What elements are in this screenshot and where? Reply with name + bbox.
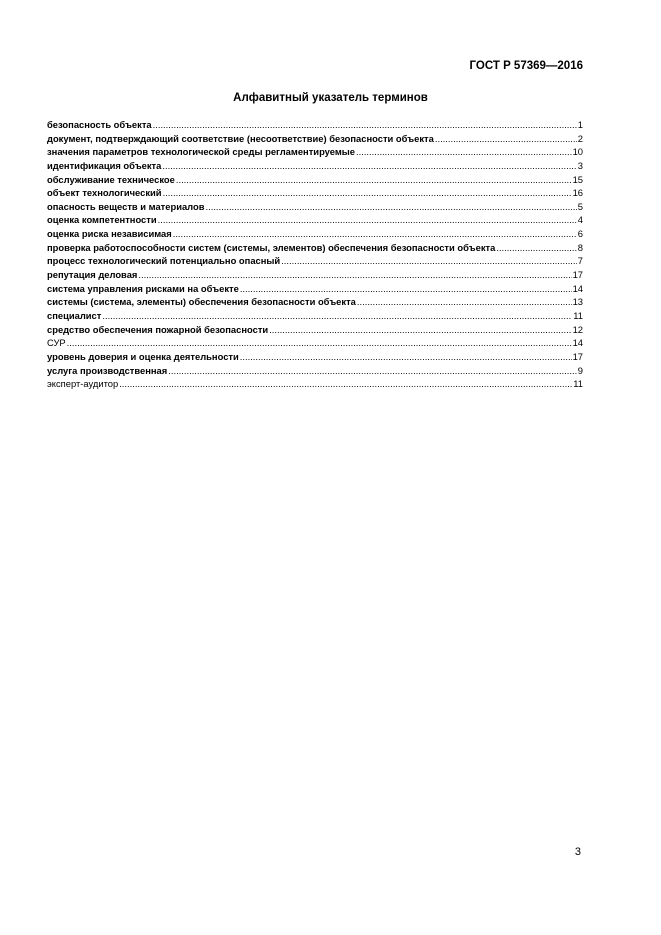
index-entry: [47, 200, 583, 214]
index-term: опасность веществ и материалов: [47, 200, 205, 212]
dot-leader: [168, 364, 577, 378]
index-entry: [47, 323, 583, 337]
index-entry: [47, 309, 583, 323]
dot-leader: [240, 282, 572, 296]
index-term: эксперт-аудитор: [47, 378, 119, 390]
index-term: идентификация объекта: [47, 159, 162, 171]
index-page-number: 2: [577, 132, 583, 144]
index-term: документ, подтверждающий соответствие (несоответствие) безопасности объекта: [47, 132, 434, 144]
index-page-number: 14: [572, 337, 583, 349]
dot-leader: [67, 336, 572, 350]
index-page-number: 13: [572, 296, 583, 308]
index-term: проверка работоспособности систем (системы, элементов) обеспечения безопасности объекта: [47, 241, 496, 253]
index-page-number: 9: [577, 364, 583, 376]
index-entry: [47, 295, 583, 309]
index-page-number: 17: [572, 350, 583, 362]
index-term: безопасность объекта: [47, 119, 152, 130]
dot-leader: [496, 241, 576, 255]
dot-leader: [163, 186, 572, 200]
dot-leader: [206, 200, 577, 214]
index-page-number: 5: [577, 200, 583, 212]
dot-leader: [357, 295, 572, 309]
index-page-number: 7: [577, 255, 583, 267]
document-code: ГОСТ Р 57369—2016: [469, 60, 583, 72]
index-term: репутация деловая: [47, 269, 138, 281]
dot-leader: [162, 159, 576, 173]
index-term: оценка компетентности: [47, 214, 157, 226]
index-entry: [47, 350, 583, 364]
index-entry: [47, 364, 583, 378]
index-term: оценка риска независимая: [47, 228, 172, 240]
index-term: СУР: [47, 337, 66, 349]
index-term: обслуживание техническое: [47, 173, 175, 185]
index-page-number: 16: [572, 187, 583, 199]
index-entry: [47, 186, 583, 200]
index-term: объект технологический: [47, 187, 162, 199]
index-entry: [47, 282, 583, 296]
index-term: значения параметров технологической среды регламентируемые: [47, 146, 356, 158]
index-term: уровень доверия и оценка деятельности: [47, 350, 239, 362]
term-index-list: [47, 118, 583, 391]
index-entry: [47, 227, 583, 241]
dot-leader: [102, 309, 572, 323]
index-page-number: 10: [572, 146, 583, 158]
index-page-number: 17: [572, 269, 583, 281]
dot-leader: [119, 377, 572, 391]
dot-leader: [153, 118, 577, 132]
index-term: процесс технологический потенциально опасный: [47, 255, 281, 267]
index-page-number: 14: [572, 282, 583, 294]
index-term: специалист: [47, 309, 102, 321]
index-entry: [47, 213, 583, 227]
index-page-number: 3: [577, 159, 583, 171]
index-entry: [47, 254, 583, 268]
index-entry: [47, 377, 583, 391]
dot-leader: [138, 268, 571, 282]
index-term: средство обеспечения пожарной безопасности: [47, 323, 269, 335]
index-page-number: 11: [573, 309, 583, 321]
index-page-number: 1: [577, 119, 583, 130]
dot-leader: [281, 254, 577, 268]
index-entry: [47, 268, 583, 282]
index-term: услуга производственная: [47, 364, 168, 376]
dot-leader: [240, 350, 572, 364]
dot-leader: [176, 173, 572, 187]
index-term: системы (система, элементы) обеспечения безопасности объекта: [47, 296, 356, 308]
dot-leader: [173, 227, 577, 241]
index-entry: [47, 118, 583, 132]
index-term: система управления рисками на объекте: [47, 282, 239, 294]
index-entry: [47, 241, 583, 255]
index-page-number: 15: [572, 173, 583, 185]
dot-leader: [158, 213, 577, 227]
index-entry: [47, 173, 583, 187]
index-entry: [47, 145, 583, 159]
index-page-number: 6: [577, 228, 583, 240]
index-entry: [47, 159, 583, 173]
index-page-number: 12: [572, 323, 583, 335]
page-number: 3: [574, 846, 581, 858]
index-title: Алфавитный указатель терминов: [233, 92, 428, 104]
dot-leader: [269, 323, 571, 337]
index-entry: [47, 132, 583, 146]
index-entry: [47, 336, 583, 350]
index-page-number: 4: [577, 214, 583, 226]
index-page-number: 11: [573, 378, 583, 390]
index-page-number: 8: [577, 241, 583, 253]
dot-leader: [435, 132, 577, 146]
dot-leader: [356, 145, 572, 159]
